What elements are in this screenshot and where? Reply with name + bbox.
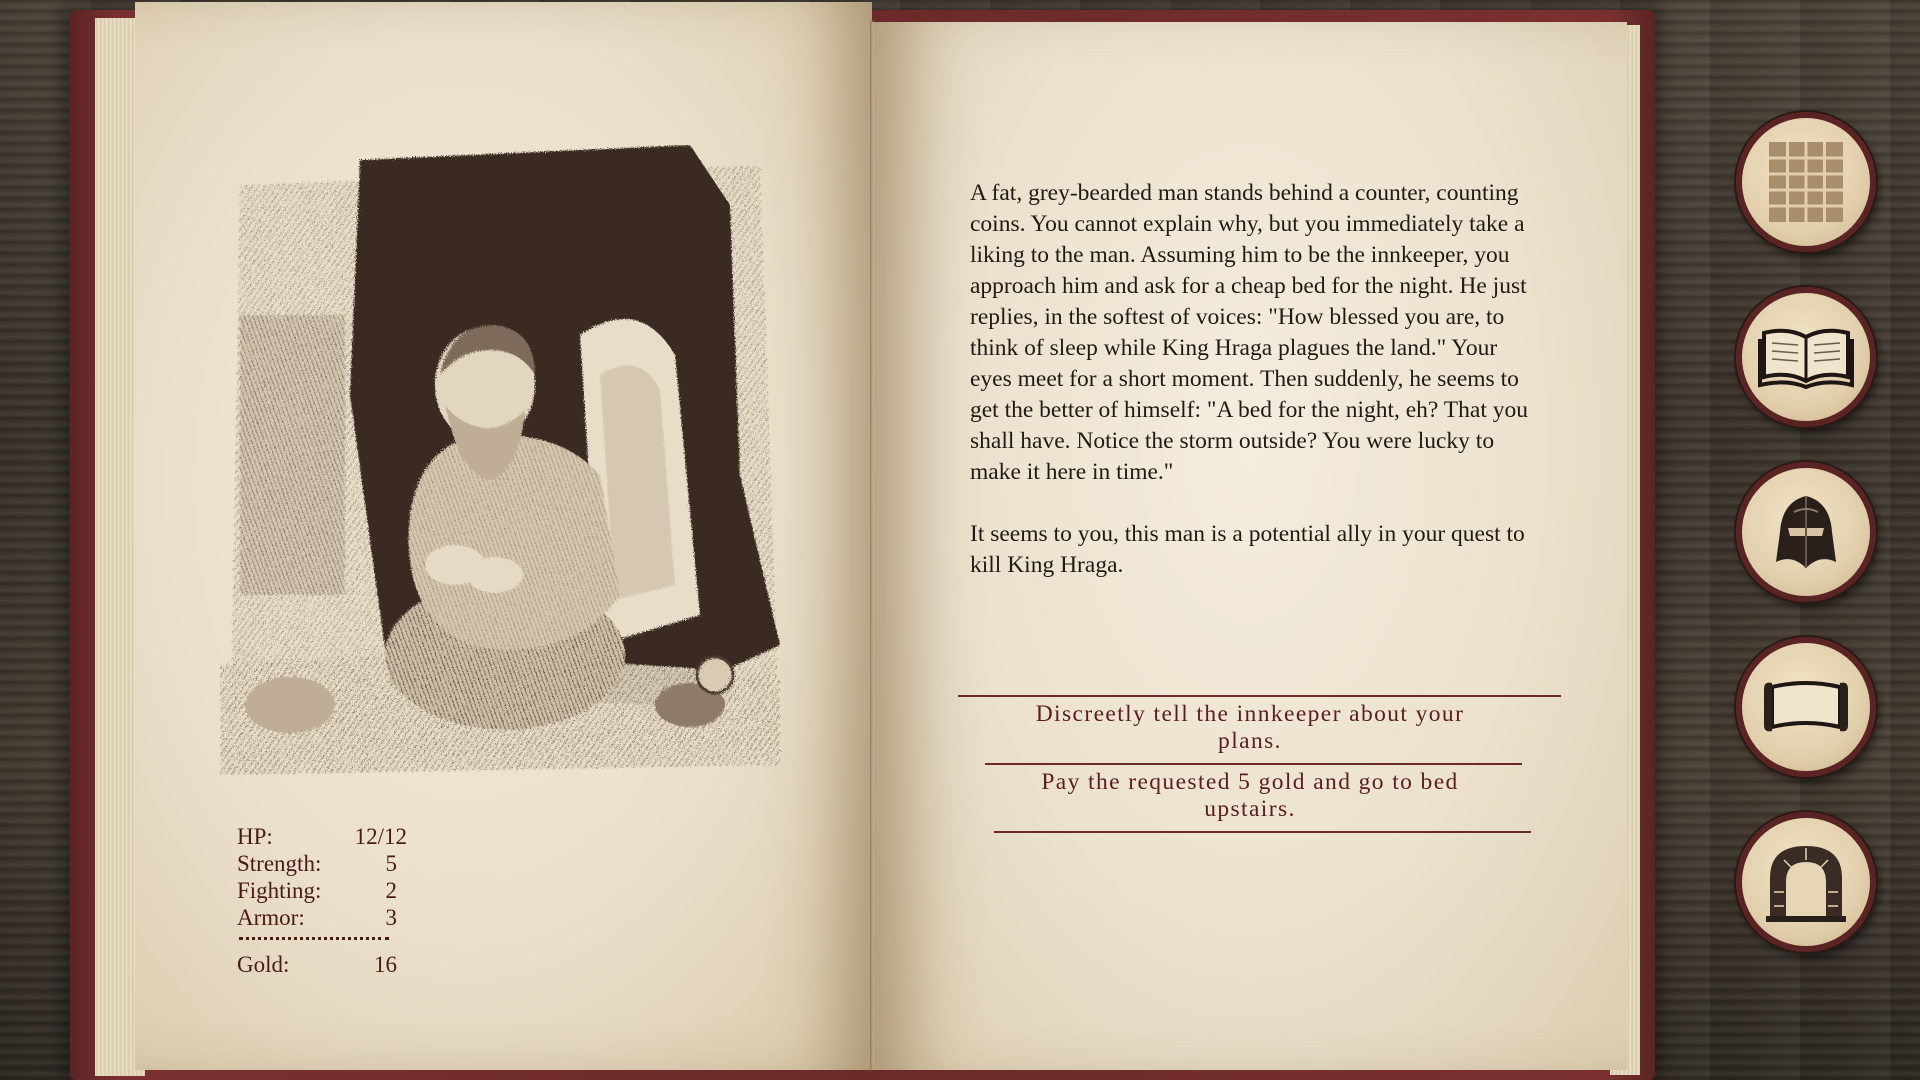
choice-divider <box>958 695 1561 697</box>
scroll-map-icon <box>1760 677 1852 737</box>
choice-label: Pay the requested 5 gold and go to bed upstairs. <box>1041 769 1459 822</box>
map-button[interactable] <box>1736 637 1876 777</box>
stat-label: HP: <box>237 824 273 849</box>
story-paragraph: A fat, grey-bearded man stands behind a counter, counting coins. You cannot explain why, but you immediately take a liking to the man. Assuming him to be the innkeeper, you approach him and ask for a cheap bed for the night. He just replies, in the softest of voices: "How blessed you are, to think of sleep while King Hraga plagues the land." Your eyes meet for a short moment. Then suddenly, he seems to get the better of himself: "A bed for the night, eh? That you shall have. Notice the storm outside? You were lucky to make it here in time." <box>970 180 1528 485</box>
stat-gold <box>237 951 407 978</box>
stat-armor <box>237 904 407 931</box>
stat-label: Gold: <box>237 952 290 977</box>
open-book-icon <box>1758 325 1854 389</box>
stat-label: Fighting: <box>237 878 322 903</box>
choice-divider <box>985 763 1522 765</box>
character-stats <box>237 823 407 978</box>
story-paragraph: It seems to you, this man is a potential ally in your quest to kill King Hraga. <box>970 521 1525 578</box>
stat-label: Armor: <box>237 905 305 930</box>
choice-divider <box>994 831 1531 833</box>
stats-divider <box>239 937 389 940</box>
stat-label: Strength: <box>237 851 322 876</box>
stat-value: 3 <box>385 905 397 930</box>
exit-button[interactable] <box>1736 812 1876 952</box>
innkeeper-illustration <box>220 145 785 775</box>
book-spine <box>870 20 874 1070</box>
choice-tell-plans[interactable] <box>1005 701 1495 755</box>
stat-value: 5 <box>385 851 397 876</box>
grid-icon <box>1769 142 1843 222</box>
stat-strength <box>237 850 407 877</box>
stat-hp <box>237 823 407 850</box>
archway-icon <box>1764 842 1848 922</box>
choice-pay-gold[interactable] <box>1030 769 1470 823</box>
helmet-icon <box>1774 492 1838 572</box>
journal-button[interactable] <box>1736 287 1876 427</box>
stat-fighting <box>237 877 407 904</box>
stat-value: 16 <box>374 952 397 977</box>
story-text <box>970 178 1535 612</box>
equipment-button[interactable] <box>1736 462 1876 602</box>
menu-button[interactable] <box>1736 112 1876 252</box>
stat-value: 12/12 <box>354 824 407 849</box>
stat-value: 2 <box>385 878 397 903</box>
choice-label: Discreetly tell the innkeeper about your plans. <box>1035 701 1465 754</box>
